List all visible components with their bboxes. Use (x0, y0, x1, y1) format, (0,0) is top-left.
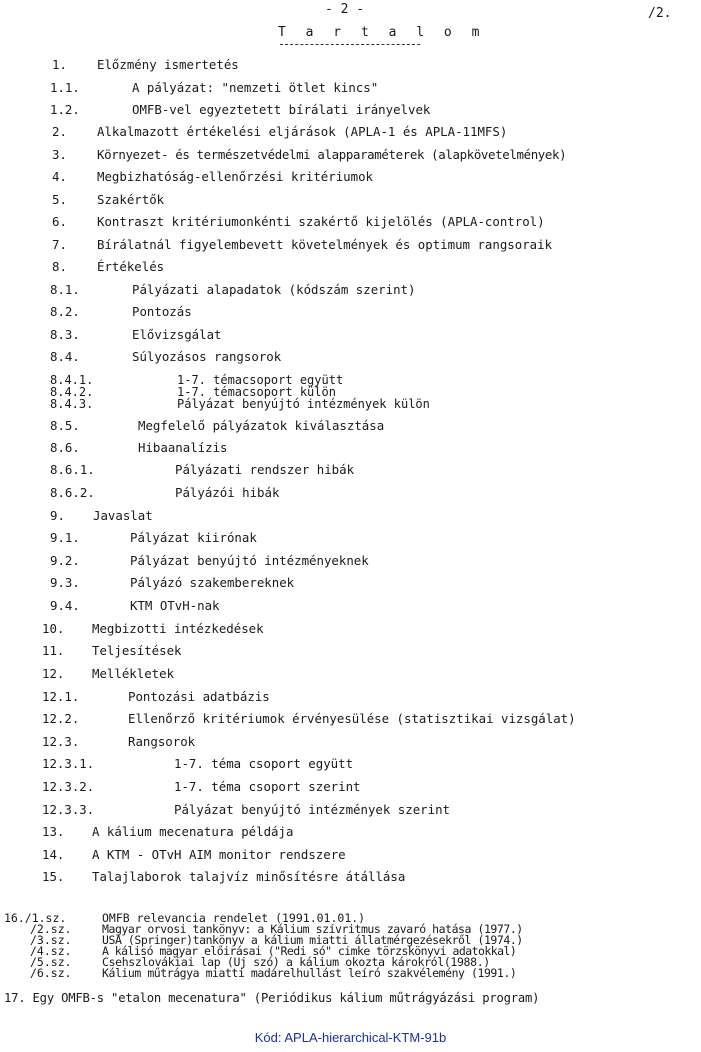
reference-item: /6.sz. Kálium műtrágya miatti madárelhullást leíró szakvélemény (1991.) (30, 966, 517, 980)
document-page: - 2 - /2. T a r t a l o m 1. Előzmény ismertetés 1.1. A pályázat: "nemzeti ötlet kincs" 1.2. OMFB-vel egyeztetett bírálati irányelvek 2. Alkalmazott értékelési eljárások (APLA-1 és APLA-11MFS) 3. Környezet- és természetvédelmi alapparaméterek (alapkövetelmények) 4. Megbizhatóság-ellenőrzési kritériumok 5. Szakértők 6. Kontraszt kritériumonkénti szakértő kijelölés (APLA-control) 7. Bírálatnál figyelembevett követelmények és optimum rangsoraik 8. Értékelés 8.1. Pályázati alapadatok (kódszám szerint) 8.2. Pontozás 8.3. Elővizsgálat 8.4. Súlyozásos rangsorok 8.4.1. 1-7. témacsoport együtt 8.4.2. 1-7. témacsoport külön 8.4.3. Pályázat benyújtó intézmények külön 8.5. Megfelelő pályázatok kiválasztása 8.6. Hibaanalízis 8.6.1. Pályázati rendszer hibák 8.6.2. Pályázói hibák 9. Javaslat 9.1. Pályázat kiirónak 9.2. Pályázat benyújtó intézményeknek 9.3. Pályázó szakembereknek 9.4. KTM OTvH-nak 10. Megbizotti intézkedések 11. Teljesítések 12. Mellékletek 12.1. Pontozási adatbázis 12.2. Ellenőrző kritériumok érvényesülése (statisztikai vizsgálat) 12.3. Rangsorok 12.3.1. 1-7. téma csoport együtt 12.3.2. 1-7. téma csoport szerint 12.3.3. Pályázat benyújtó intézmények szerint 13. A kálium mecenatura példája 14. A KTM - OTvH AIM monitor rendszere 15. Talajlaborok talajvíz minősítésre átállása 16./1.sz. OMFB relevancia rendelet (1991.01.01.) /2.sz. Magyar orvosi tankönyv: a Kálium szívritmus zavaró hatása (1977.) /3.sz. USA (Springer)tankönyv a kálium miatti állatmérgezésekről (1974.) /4.sz. A kálisó magyar előirásai ("Redi só" cimke törzskönyvi adatokkal) /5.sz. Csehszlovákiai lap (Uj szó) a kálium okozta károkról(1988.) /6.sz. Kálium műtrágya miatti madárelhullást leíró szakvélemény (1991.) 17. Egy OMFB-s "etalon mecenatura" (Periódikus kálium műtrágyázási program) Kód: APLA-hierarchical-KTM-91b (0, 0, 701, 1052)
reference-item: 16./1.sz. OMFB relevancia rendelet (1991.01.01.) (4, 911, 366, 925)
reference-item: /2.sz. Magyar orvosi tankönyv: a Kálium szívritmus zavaró hatása (1977.) (30, 922, 523, 936)
document-code: Kód: APLA-hierarchical-KTM-91b (254, 1030, 447, 1045)
reference-item: /3.sz. USA (Springer)tankönyv a kálium miatti állatmérgezésekről (1974.) (30, 933, 523, 947)
reference-item: /5.sz. Csehszlovákiai lap (Uj szó) a kálium okozta károkról(1988.) (30, 955, 490, 969)
page-title: T a r t a l o m (278, 25, 486, 40)
reference-item: /4.sz. A kálisó magyar előirásai ("Redi só" cimke törzskönyvi adatokkal) (30, 944, 517, 958)
page-reference: /2. (648, 6, 672, 21)
reference-item-17: 17. Egy OMFB-s "etalon mecenatura" (Periódikus kálium műtrágyázási program) (4, 991, 540, 1005)
title-underline (280, 44, 420, 45)
page-number: - 2 - (325, 2, 365, 17)
